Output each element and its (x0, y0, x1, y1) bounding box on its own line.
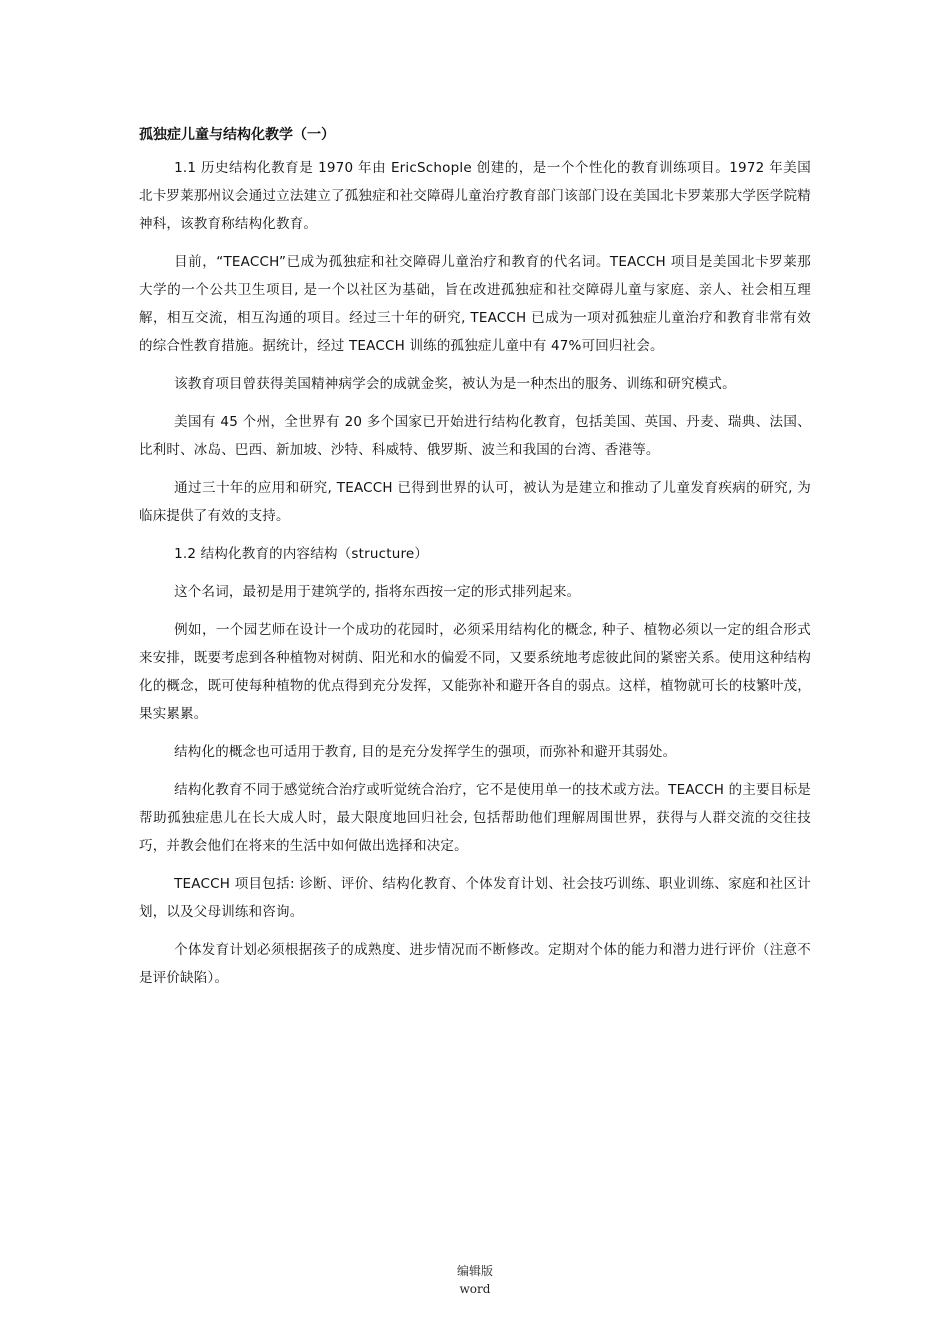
paragraph-countries: 美国有 45 个州，全世界有 20 多个国家已开始进行结构化教育，包括美国、英国、丹麦、瑞典、法国、比利时、冰岛、巴西、新加坡、沙特、科威特、俄罗斯、波兰和我国的台湾、香港等。 (139, 414, 811, 458)
paragraph-teacch-goals: 结构化教育不同于感觉统合治疗或听觉统合治疗，它不是使用单一的技术或方法。TEACCH 的主要目标是帮助孤独症患儿在长大成人时，最大限度地回归社会, 包括帮助他们理解周围世界，获得与人群交流的交往技巧，并教会他们在将来的生活中如何做出选择和决定。 (139, 782, 811, 854)
paragraph-teacch-intro: 目前，“TEACCH”已成为孤独症和社交障碍儿童治疗和教育的代名词。TEACCH 项目是美国北卡罗莱那大学的一个公共卫生项目, 是一个以社区为基础，旨在改进孤独症和社交障碍儿童与家庭、亲人、社会相互理解，相互交流，相互沟通的项目。经过三十年的研究, TEACCH 已成为一项对孤独症儿童治疗和教育非常有效的综合性教育措施。据统计，经过 TEACCH 训练的孤独症儿童中有 47%可回归社会。 (139, 254, 811, 354)
page-footer (0, 1262, 950, 1298)
paragraph-recognition: 通过三十年的应用和研究, TEACCH 已得到世界的认可，被认为是建立和推动了儿童发育疾病的研究, 为临床提供了有效的支持。 (139, 480, 811, 524)
paragraph-education-concept: 结构化的概念也可适用于教育, 目的是充分发挥学生的强项，而弥补和避开其弱处。 (174, 744, 677, 760)
document-body (139, 124, 811, 1002)
paragraph-garden-example: 例如，一个园艺师在设计一个成功的花园时，必须采用结构化的概念, 种子、植物必须以一定的组合形式来安排，既要考虑到各种植物对树荫、阳光和水的偏爱不同，又要系统地考虑彼此间的紧密关系。使用这种结构化的概念，既可使每种植物的优点得到充分发挥，又能弥补和避开各自的弱点。这样，植物就可长的枝繁叶茂，果实累累。 (139, 622, 811, 722)
section-heading-structure: 1.2 结构化教育的内容结构（structure） (174, 546, 429, 562)
paragraph-term-definition: 这个名词，最初是用于建筑学的, 指将东西按一定的形式排列起来。 (174, 584, 581, 600)
paragraph-teacch-components: TEACCH 项目包括: 诊断、评价、结构化教育、个体发育计划、社会技巧训练、职业训练、家庭和社区计划，以及父母训练和咨询。 (139, 876, 811, 920)
paragraph-history: 1.1 历史结构化教育是 1970 年由 EricSchople 创建的，是一个个性化的教育训练项目。1972 年美国北卡罗莱那州议会通过立法建立了孤独症和社交障碍儿童治疗教育部门该部门设在美国北卡罗莱那大学医学院精神科，该教育称结构化教育。 (139, 160, 811, 232)
paragraph-award: 该教育项目曾获得美国精神病学会的成就金奖，被认为是一种杰出的服务、训练和研究模式。 (174, 376, 736, 392)
paragraph-individual-plan: 个体发育计划必须根据孩子的成熟度、进步情况而不断修改。定期对个体的能力和潜力进行评价（注意不是评价缺陷）。 (139, 942, 811, 986)
footer-word-label: word (459, 1282, 491, 1296)
footer-edit-label: 编辑版 (456, 1264, 493, 1278)
document-title: 孤独症儿童与结构化教学（一） (139, 127, 335, 143)
